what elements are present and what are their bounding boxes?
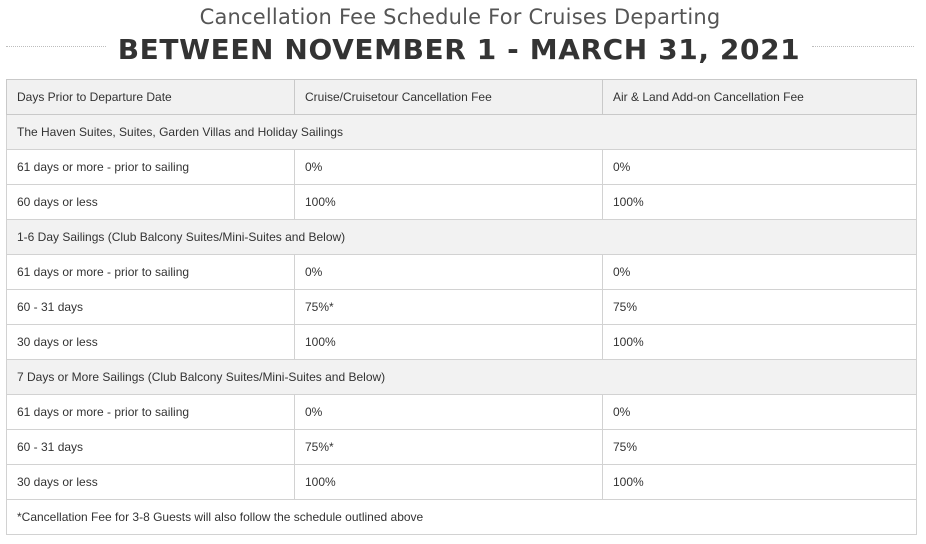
days-cell: 61 days or more - prior to sailing bbox=[7, 150, 295, 185]
footnote-row bbox=[7, 500, 917, 535]
table-row bbox=[7, 465, 917, 500]
table-row bbox=[7, 395, 917, 430]
days-cell: 60 - 31 days bbox=[7, 430, 295, 465]
table-row bbox=[7, 325, 917, 360]
air-land-fee-cell: 100% bbox=[603, 325, 917, 360]
days-cell: 30 days or less bbox=[7, 465, 295, 500]
table-row bbox=[7, 185, 917, 220]
cruise-fee-cell: 0% bbox=[295, 150, 603, 185]
air-land-fee-cell: 75% bbox=[603, 430, 917, 465]
air-land-fee-cell: 75% bbox=[603, 290, 917, 325]
column-header-cruise-fee: Cruise/Cruisetour Cancellation Fee bbox=[295, 80, 603, 115]
footnote: *Cancellation Fee for 3-8 Guests will also follow the schedule outlined above bbox=[7, 500, 917, 535]
days-cell: 60 days or less bbox=[7, 185, 295, 220]
days-cell: 61 days or more - prior to sailing bbox=[7, 255, 295, 290]
air-land-fee-cell: 100% bbox=[603, 465, 917, 500]
column-header-air-land-fee: Air & Land Add-on Cancellation Fee bbox=[603, 80, 917, 115]
dotted-divider-right bbox=[812, 46, 914, 47]
days-cell: 61 days or more - prior to sailing bbox=[7, 395, 295, 430]
table-row bbox=[7, 290, 917, 325]
section-header-row bbox=[7, 220, 917, 255]
days-cell: 30 days or less bbox=[7, 325, 295, 360]
cruise-fee-cell: 0% bbox=[295, 255, 603, 290]
page-title: BETWEEN NOVEMBER 1 - MARCH 31, 2021 bbox=[117, 33, 801, 66]
table-header-row bbox=[7, 80, 917, 115]
section-title: 1-6 Day Sailings (Club Balcony Suites/Mini-Suites and Below) bbox=[7, 220, 917, 255]
cruise-fee-cell: 75%* bbox=[295, 290, 603, 325]
air-land-fee-cell: 0% bbox=[603, 150, 917, 185]
page-subtitle: Cancellation Fee Schedule For Cruises Departing bbox=[199, 5, 721, 29]
section-header-row bbox=[7, 115, 917, 150]
section-title: 7 Days or More Sailings (Club Balcony Suites/Mini-Suites and Below) bbox=[7, 360, 917, 395]
cruise-fee-cell: 100% bbox=[295, 325, 603, 360]
section-title: The Haven Suites, Suites, Garden Villas and Holiday Sailings bbox=[7, 115, 917, 150]
air-land-fee-cell: 100% bbox=[603, 185, 917, 220]
table-row bbox=[7, 430, 917, 465]
air-land-fee-cell: 0% bbox=[603, 255, 917, 290]
column-header-days: Days Prior to Departure Date bbox=[7, 80, 295, 115]
cruise-fee-cell: 0% bbox=[295, 395, 603, 430]
page-header bbox=[0, 0, 926, 80]
cancellation-fee-table bbox=[6, 79, 917, 535]
section-header-row bbox=[7, 360, 917, 395]
table-row bbox=[7, 150, 917, 185]
days-cell: 60 - 31 days bbox=[7, 290, 295, 325]
cruise-fee-cell: 75%* bbox=[295, 430, 603, 465]
cruise-fee-cell: 100% bbox=[295, 185, 603, 220]
cruise-fee-cell: 100% bbox=[295, 465, 603, 500]
table-row bbox=[7, 255, 917, 290]
air-land-fee-cell: 0% bbox=[603, 395, 917, 430]
